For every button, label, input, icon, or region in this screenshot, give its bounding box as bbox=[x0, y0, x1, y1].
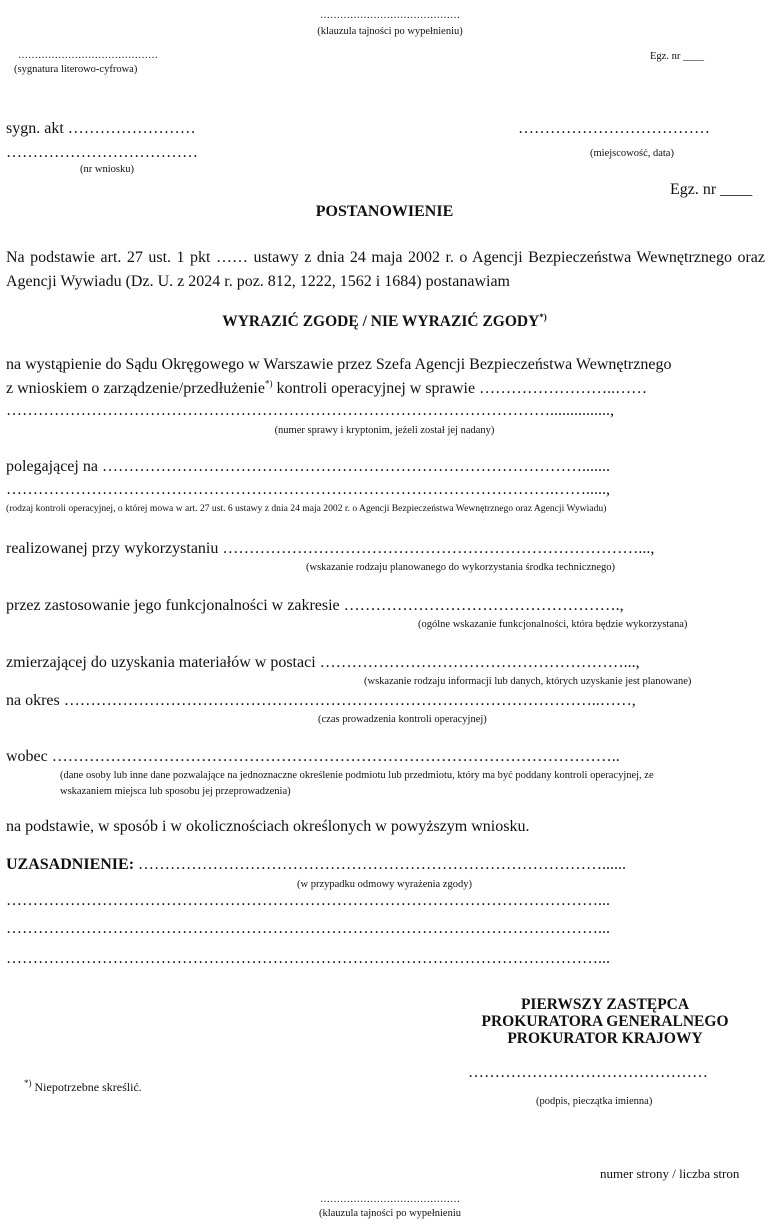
signatory-block bbox=[440, 996, 769, 1047]
materials-label: (wskazanie rodzaju informacji lub danych, których uzyskanie jest planowane) bbox=[364, 676, 692, 687]
body-line-2-footnote-mark: *) bbox=[264, 378, 273, 389]
subject-line: wobec …………………………………………………………………………………………….. bbox=[6, 748, 620, 765]
clause-dots-bottom: …………………………………… bbox=[320, 1194, 460, 1205]
decision-text: WYRAZIĆ ZGODĘ / NIE WYRAZIĆ ZGODY bbox=[222, 313, 540, 330]
footnote-text: Niepotrzebne skreślić. bbox=[31, 1080, 142, 1094]
clause-label-bottom: (klauzula tajności po wypełnieniu bbox=[318, 1208, 461, 1219]
footnote-mark: *) bbox=[24, 1078, 32, 1088]
signatory-line-2: PROKURATORA GENERALNEGO bbox=[481, 1013, 729, 1030]
basis-line: na podstawie, w sposób i w okolicznościach określonych w powyższym wniosku. bbox=[6, 818, 530, 835]
justification-heading: UZASADNIENIE: bbox=[6, 856, 135, 873]
signature-dots: …………………………………… bbox=[18, 50, 158, 61]
decision-footnote-mark: *) bbox=[539, 311, 547, 322]
application-number-label: (nr wniosku) bbox=[80, 164, 134, 175]
document-title: POSTANOWIENIE bbox=[315, 203, 454, 220]
control-type-dots: ………………………………………………………………………………………….……....., bbox=[6, 481, 610, 498]
justification-dots: ……………………………………………………………………………...... bbox=[138, 856, 627, 873]
justification-dots-2: …………………………………………………………………………………………………... bbox=[6, 892, 610, 909]
technical-means-line: realizowanej przy wykorzystaniu ……………………………………………………………………..., bbox=[6, 540, 655, 557]
copy-number-small: Egz. nr ____ bbox=[650, 51, 704, 62]
case-signature: sygn. akt …………………… bbox=[6, 120, 196, 137]
copy-number-large: Egz. nr ____ bbox=[670, 181, 753, 198]
period-line: na okres ………………………………………………………………………………………..……, bbox=[6, 692, 636, 709]
body-line-2-rest: kontroli operacyjnej w sprawie ……………………..…… bbox=[272, 380, 648, 397]
justification-dots-3: …………………………………………………………………………………………………... bbox=[6, 920, 610, 937]
clause-dots-top: …………………………………… bbox=[320, 10, 460, 21]
functionality-label: (ogólne wskazanie funkcjonalności, która będzie wykorzystana) bbox=[418, 619, 688, 630]
page-number: numer strony / liczba stron bbox=[600, 1166, 740, 1181]
body-line-2 bbox=[6, 380, 647, 398]
case-number-label: (numer sprawy i kryptonim, jeżeli został jej nadany) bbox=[274, 425, 495, 436]
technical-means-label: (wskazanie rodzaju planowanego do wykorzystania środka technicznego) bbox=[306, 562, 616, 573]
body-line-1: na wystąpienie do Sądu Okręgowego w Warszawie przez Szefa Agencji Bezpieczeństwa Wewnętrznego bbox=[6, 356, 672, 373]
justification-label: (w przypadku odmowy wyrażenia zgody) bbox=[297, 879, 472, 890]
signature-line-label: (podpis, pieczątka imienna) bbox=[536, 1096, 653, 1107]
signatory-line-1: PIERWSZY ZASTĘPCA bbox=[520, 996, 690, 1013]
control-type-label: (rodzaj kontroli operacyjnej, o której mowa w art. 27 ust. 6 ustawy z dnia 24 maja 2002 r. o Agencji Bezpieczeństwa Wewnętrznego oraz Agencji Wywiadu) bbox=[6, 503, 607, 514]
legal-basis-paragraph: Na podstawie art. 27 ust. 1 pkt …… ustawy z dnia 24 maja 2002 r. o Agencji Bezpieczeństwa Wewnętrznego oraz Agencji Wywiadu (Dz. U. z 2024 r. poz. 812, 1222, 1562 i 1684) postanawiam bbox=[6, 249, 765, 290]
subject-label-2: wskazaniem miejsca lub sposobu jej przeprowadzenia) bbox=[60, 786, 291, 797]
subject-label-1: (dane osoby lub inne dane pozwalające na jednoznaczne określenie podmiotu lub przedmiotu, który ma być poddany kontroli operacyjnej, ze bbox=[60, 770, 654, 781]
signature-line-dots: ……………………………………… bbox=[468, 1064, 708, 1081]
signatory-line-3: PROKURATOR KRAJOWY bbox=[507, 1030, 703, 1047]
period-label: (czas prowadzenia kontroli operacyjnej) bbox=[318, 714, 487, 725]
application-number-dots: ……………………………… bbox=[6, 144, 198, 161]
case-number-dots: …………………………………………………………………………………………..............., bbox=[6, 402, 614, 419]
signature-label: (sygnatura literowo-cyfrowa) bbox=[14, 64, 138, 75]
clause-label-top: (klauzula tajności po wypełnieniu) bbox=[317, 26, 463, 37]
place-date-label: (miejscowość, data) bbox=[590, 148, 674, 159]
materials-line: zmierzającej do uzyskania materiałów w postaci …………………………………………………..., bbox=[6, 654, 640, 671]
footnote bbox=[24, 1080, 142, 1095]
justification-dots-4: …………………………………………………………………………………………………... bbox=[6, 950, 610, 967]
functionality-line: przez zastosowanie jego funkcjonalności w zakresie ……………………………………………., bbox=[6, 597, 624, 614]
justification-line bbox=[6, 856, 626, 874]
body-line-2-text: z wnioskiem o zarządzenie/przedłużenie bbox=[6, 380, 265, 397]
decision-heading bbox=[0, 313, 769, 331]
control-type-line: polegającej na ………………………………………………………………………………....... bbox=[6, 458, 610, 475]
place-date-dots: ……………………………… bbox=[518, 120, 710, 137]
